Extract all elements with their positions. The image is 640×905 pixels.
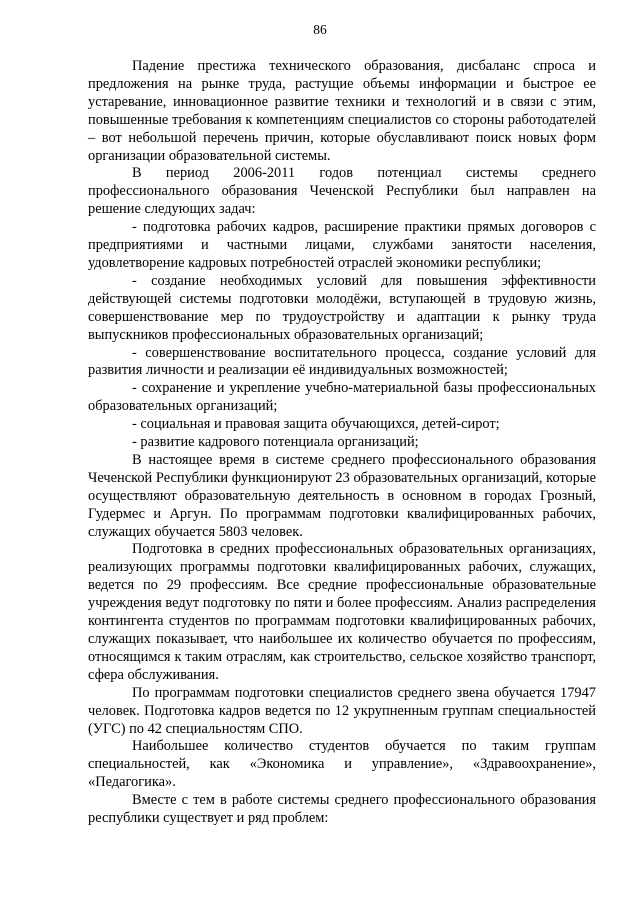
paragraph-training: Подготовка в средних профессиональных образовательных организациях, реализующих программы подготовки квалифицированных рабочих, служащих, ведется по 29 профессиям. Все средние профессиональные образовательные учреждения ведут подготовку по пяти и более профессиям. Анализ распределения контингента студентов по программам подготовки квалифицированных рабочих, служащих показывает, что наибольшее их количество обучается по профессиям, относящимся к таким отраслям, как строительство, сельское хозяйство транспорт, сфера обслуживания. <box>88 541 596 683</box>
page-number: 86 <box>313 22 327 37</box>
paragraph-problems: Вместе с тем в работе системы среднего профессионального образования республики существует и ряд проблем: <box>88 792 596 827</box>
paragraph-largest-groups: Наибольшее количество студентов обучается по таким группам специальностей, как «Экономика и управление», «Здравоохранение», «Педагогика». <box>88 738 596 791</box>
list-item-task-6: - развитие кадрового потенциала организаций; <box>132 434 419 451</box>
body-text <box>88 58 596 828</box>
paragraph-current-system: В настоящее время в системе среднего профессионального образования Чеченской Республики функционируют 23 образовательных организаций, которые осуществляют образовательную деятельность в основном в городах Грозный, Гудермес и Аргун. По программам подготовки квалифицированных рабочих, служащих обучается 5803 человек. <box>88 451 596 540</box>
paragraph-specialists: По программам подготовки специалистов среднего звена обучается 17947 человек. Подготовка кадров ведется по 12 укрупненным группам специальностей (УГС) по 42 специальностям СПО. <box>88 684 596 737</box>
paragraph-intro: Падение престижа технического образования, дисбаланс спроса и предложения на рынке труда, растущие объемы информации и быстрое ее устаревание, инновационное развитие техники и технологий и в связи с этим, повышенные требования к компетенциям специалистов со стороны работодателей – вот небольшой перечень причин, которые обуславливают поиск новых форм организации образовательной системы. <box>88 58 596 164</box>
list-item-task-1: - подготовка рабочих кадров, расширение практики прямых договоров с предприятиями и частными лицами, службами занятости населения, удовлетворение кадровых потребностей отраслей экономики республики; <box>88 219 596 271</box>
list-item-task-4: - сохранение и укрепление учебно-материальной базы профессиональных образовательных организаций; <box>88 380 596 415</box>
list-item-task-2: - создание необходимых условий для повышения эффективности действующей системы подготовки молодёжи, вступающей в трудовую жизнь, совершенствование мер по трудоустройству и адаптации к рынку труда выпускников профессиональных образовательных организаций; <box>88 272 596 343</box>
list-item-task-3: - совершенствование воспитательного процесса, создание условий для развития личности и реализации её индивидуальных возможностей; <box>88 344 596 379</box>
list-item-task-5: - социальная и правовая защита обучающихся, детей-сирот; <box>132 416 500 433</box>
paragraph-period-tasks: В период 2006-2011 годов потенциал системы среднего профессионального образования Чеченской Республики был направлен на решение следующих задач: <box>88 165 596 218</box>
